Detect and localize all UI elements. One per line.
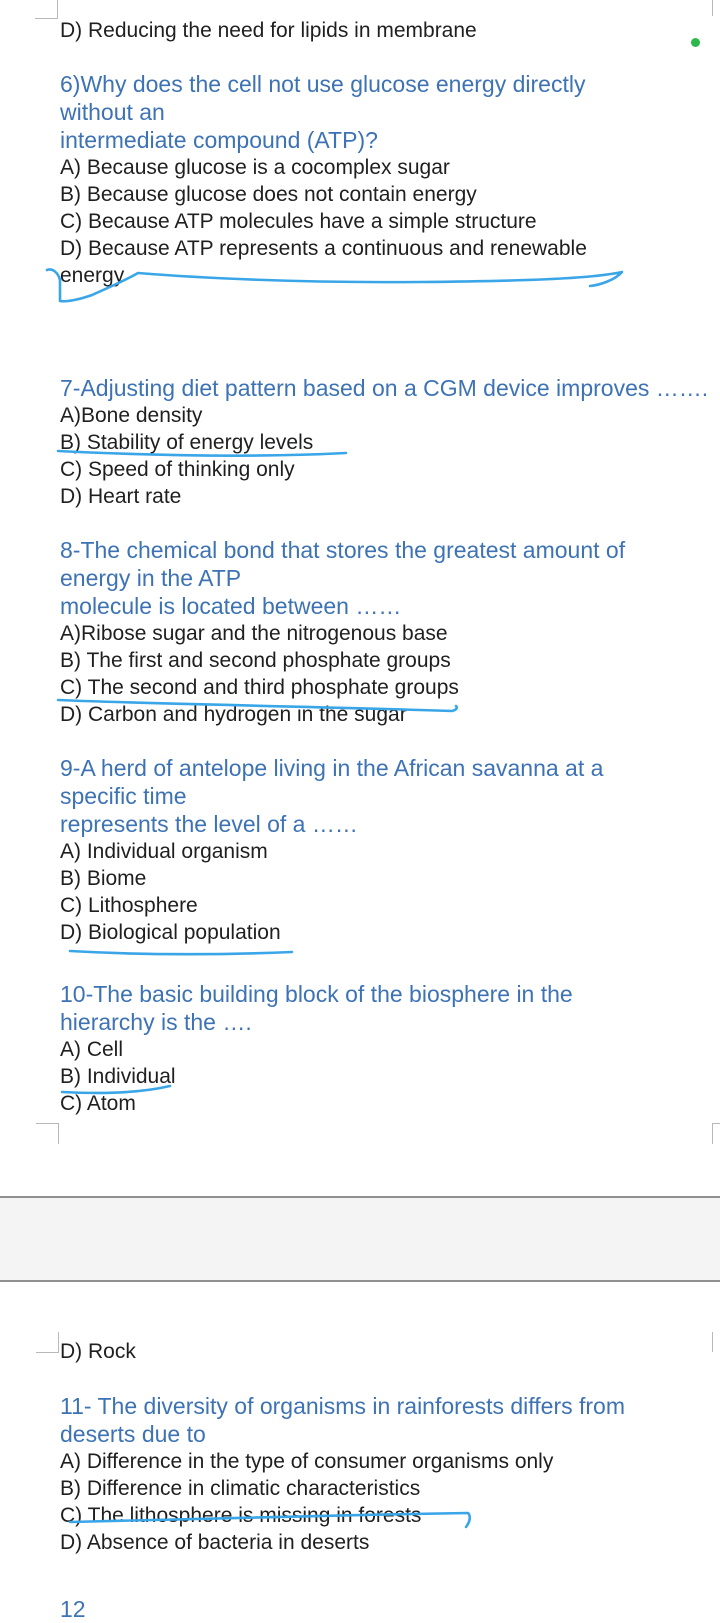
page-corner-mark bbox=[712, 0, 720, 16]
question-line: energy in the ATP bbox=[60, 565, 242, 591]
option-d: D) Biological population bbox=[60, 921, 281, 944]
question-line: 9-A herd of antelope living in the African savanna at a bbox=[60, 755, 604, 781]
option-b: B) Because glucose does not contain energy bbox=[60, 183, 477, 206]
page-corner-mark bbox=[712, 1332, 720, 1352]
question-8 bbox=[60, 536, 710, 728]
option-b: B) Biome bbox=[60, 867, 147, 890]
next-question-fragment: 12 bbox=[60, 1596, 86, 1622]
question-7 bbox=[60, 374, 710, 510]
option-a: A) Because glucose is a cocomplex sugar bbox=[60, 156, 450, 179]
option-b: B) Difference in climatic characteristics bbox=[60, 1477, 421, 1500]
question-line: hierarchy is the …. bbox=[60, 1009, 252, 1035]
question-line: deserts due to bbox=[60, 1421, 206, 1447]
option-c: C) Speed of thinking only bbox=[60, 458, 295, 481]
option-d: D) Because ATP represents a continuous and renewable bbox=[60, 237, 587, 260]
option-c: C) The lithosphere is missing in forests bbox=[60, 1504, 422, 1527]
question-line: 7-Adjusting diet pattern based on a CGM device improves ……. bbox=[60, 375, 709, 401]
option-a: A)Bone density bbox=[60, 404, 203, 427]
question-line: without an bbox=[60, 99, 165, 125]
option-b: B) Individual bbox=[60, 1065, 176, 1088]
option-b: B) The first and second phosphate groups bbox=[60, 649, 451, 672]
option-d-continued: energy bbox=[60, 264, 125, 287]
question-line: specific time bbox=[60, 783, 187, 809]
option-d: D) Heart rate bbox=[60, 485, 182, 508]
question-9 bbox=[60, 754, 710, 946]
option-a: A) Difference in the type of consumer organisms only bbox=[60, 1450, 554, 1473]
option-c: C) Atom bbox=[60, 1092, 136, 1115]
page-corner-mark bbox=[36, 1332, 59, 1353]
page-corner-mark bbox=[35, 0, 58, 19]
question-line: intermediate compound (ATP)? bbox=[60, 127, 378, 153]
option-b: B) Stability of energy levels bbox=[60, 431, 314, 454]
page-corner-mark bbox=[36, 1123, 59, 1144]
question-line: 11- The diversity of organisms in rainforests differs from bbox=[60, 1393, 625, 1419]
page-corner-mark bbox=[712, 1123, 720, 1144]
option-d: D) Carbon and hydrogen in the sugar bbox=[60, 703, 407, 726]
question-line: 10-The basic building block of the biosphere in the bbox=[60, 981, 573, 1007]
previous-option: D) Rock bbox=[60, 1340, 136, 1363]
question-line: 6)Why does the cell not use glucose energy directly bbox=[60, 71, 586, 97]
option-d: D) Absence of bacteria in deserts bbox=[60, 1531, 370, 1554]
question-10 bbox=[60, 980, 710, 1117]
question-line: represents the level of a …… bbox=[60, 811, 358, 837]
question-6 bbox=[60, 70, 710, 289]
page-gap bbox=[0, 1198, 720, 1282]
option-c: C) Lithosphere bbox=[60, 894, 198, 917]
option-a: A)Ribose sugar and the nitrogenous base bbox=[60, 622, 448, 645]
question-line: molecule is located between …… bbox=[60, 593, 402, 619]
option-a: A) Cell bbox=[60, 1038, 124, 1061]
option-c: C) The second and third phosphate groups bbox=[60, 676, 459, 699]
question-11 bbox=[60, 1392, 710, 1556]
option-a: A) Individual organism bbox=[60, 840, 268, 863]
option-c: C) Because ATP molecules have a simple structure bbox=[60, 210, 537, 233]
previous-option: D) Reducing the need for lipids in membrane bbox=[60, 19, 477, 42]
document-page-2 bbox=[0, 1282, 720, 1622]
question-line: 8-The chemical bond that stores the greatest amount of bbox=[60, 537, 626, 563]
page-separator bbox=[0, 1196, 720, 1198]
